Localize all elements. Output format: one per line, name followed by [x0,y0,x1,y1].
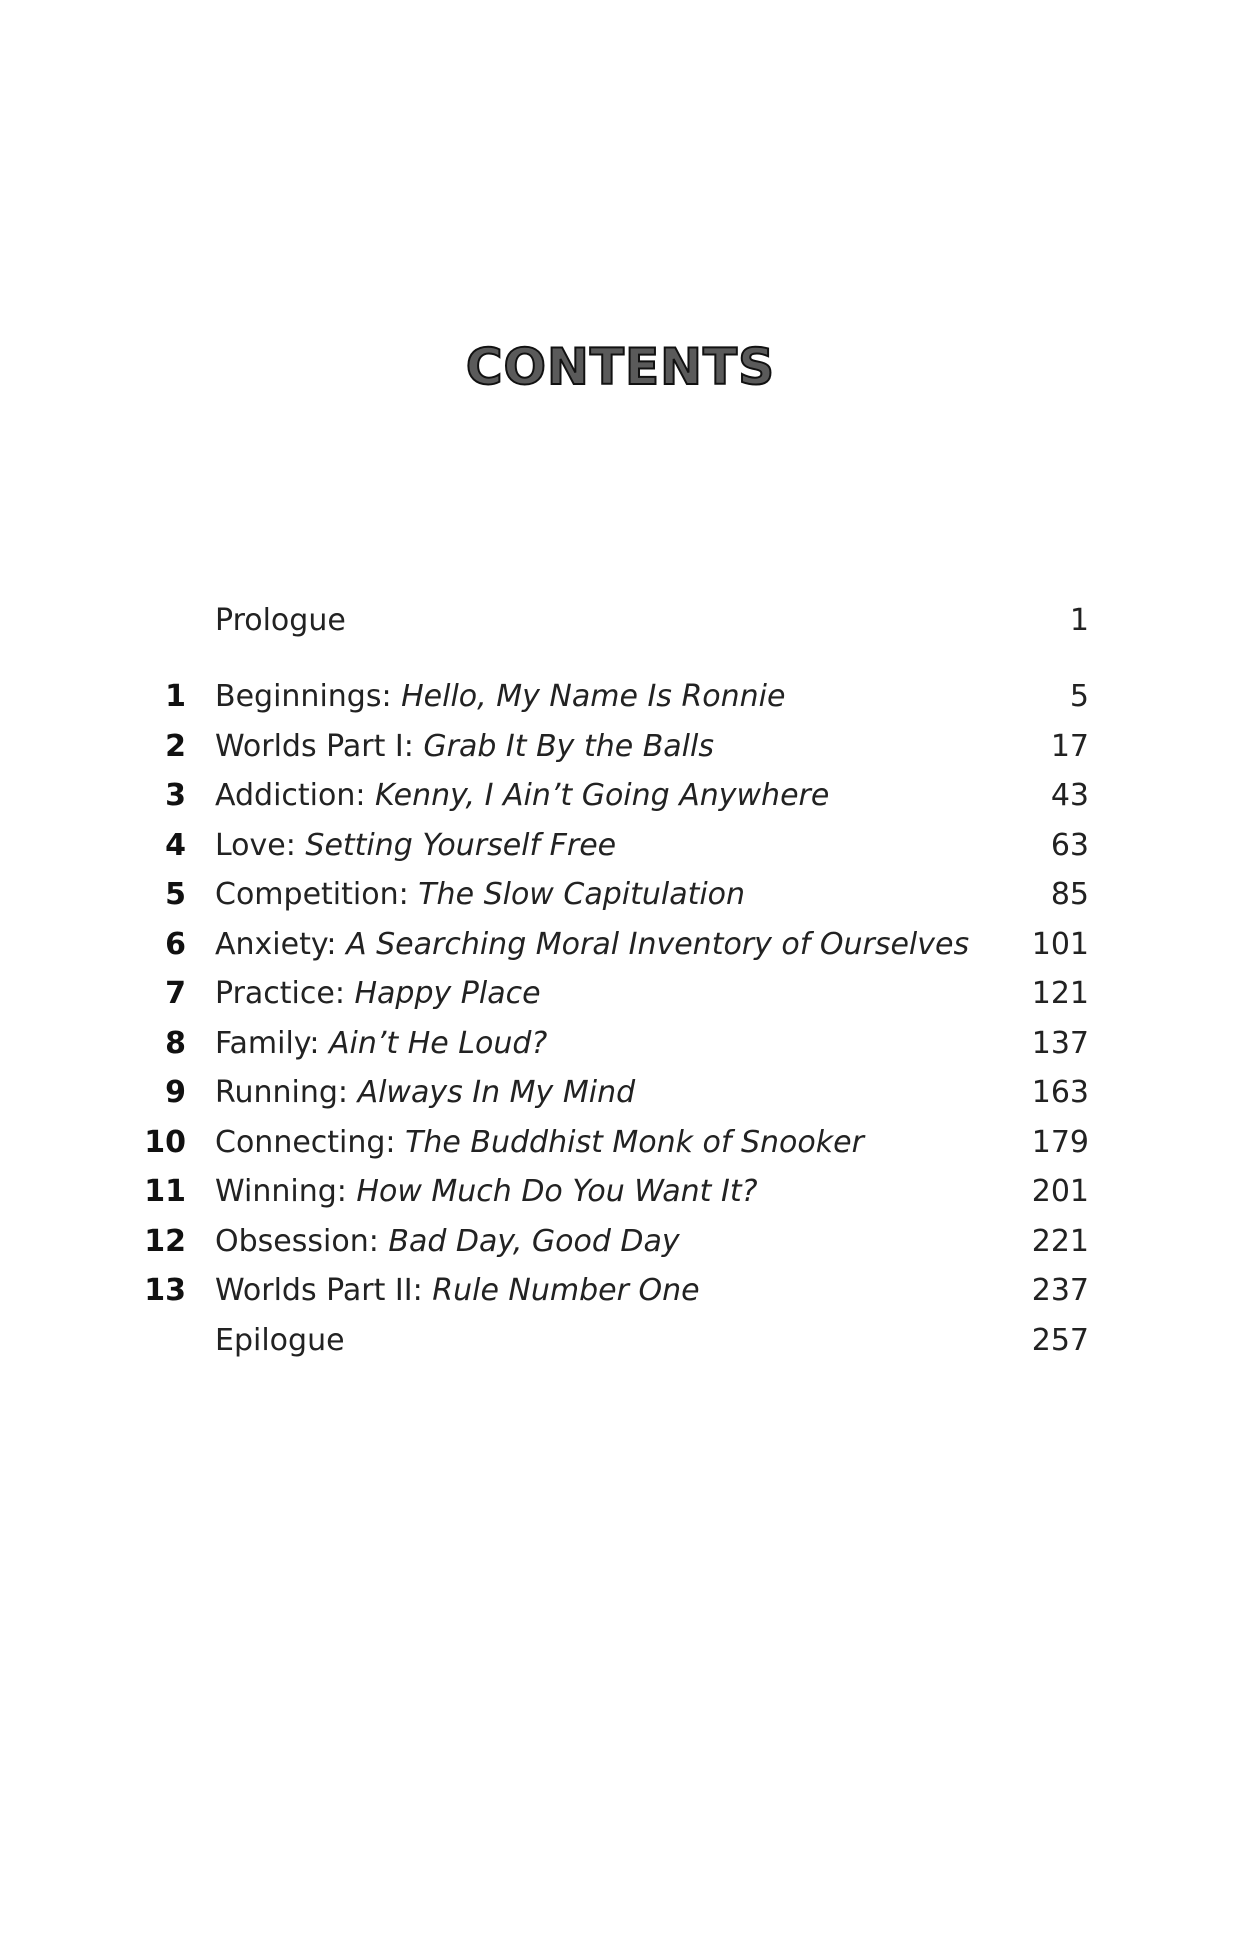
page-number: 1 [1069,603,1089,638]
chapter-subtitle: Ain’t He Loud? [329,1026,548,1061]
chapter-subtitle: A Searching Moral Inventory of Ourselves [346,927,970,962]
toc-entry [0,1069,1241,1117]
chapter-title [215,1317,345,1365]
chapter-title [215,1119,864,1167]
chapter-label: Addiction: [215,778,376,813]
toc-entry-prologue [0,597,1241,645]
page-number: 5 [1069,679,1089,714]
chapter-title [215,921,969,969]
page-number: 163 [1031,1075,1089,1110]
page-number: 221 [1031,1224,1089,1259]
chapter-number: 7 [165,976,186,1011]
page-number: 237 [1031,1273,1089,1308]
chapter-title [215,597,346,645]
chapter-number: 6 [165,927,186,962]
chapter-label: Epilogue [215,1323,345,1358]
chapter-label: Practice: [215,976,355,1011]
page-number: 85 [1050,877,1089,912]
page-number: 17 [1050,729,1089,764]
chapter-label: Running: [215,1075,358,1110]
chapter-label: Beginnings: [215,679,402,714]
chapter-subtitle: How Much Do You Want It? [356,1174,758,1209]
page-number: 121 [1031,976,1089,1011]
toc-entry [0,1168,1241,1216]
chapter-title [215,723,714,771]
chapter-number: 1 [165,679,186,714]
chapter-label: Prologue [215,603,346,638]
chapter-title [215,1267,700,1315]
chapter-number: 4 [165,828,186,863]
toc-entry [0,822,1241,870]
chapter-title [215,1020,547,1068]
chapter-label: Connecting: [215,1125,406,1160]
page-number: 43 [1050,778,1089,813]
chapter-number: 10 [144,1125,186,1160]
chapter-subtitle: Kenny, I Ain’t Going Anywhere [375,778,830,813]
toc-entry [0,1218,1241,1266]
chapter-number: 12 [144,1224,186,1259]
chapter-label: Love: [215,828,306,863]
page-number: 137 [1031,1026,1089,1061]
chapter-label: Anxiety: [215,927,347,962]
chapter-title [215,970,541,1018]
chapter-subtitle: The Slow Capitulation [418,877,746,912]
toc-entry-epilogue [0,1317,1241,1365]
chapter-label: Obsession: [215,1224,389,1259]
page-number: 257 [1031,1323,1089,1358]
chapter-number: 8 [165,1026,186,1061]
toc-entry [0,723,1241,771]
toc-entry [0,921,1241,969]
chapter-title [215,871,745,919]
chapter-number: 3 [165,778,186,813]
chapter-title [215,1168,758,1216]
chapter-subtitle: Always In My Mind [357,1075,636,1110]
page-title: CONTENTS [465,338,776,396]
chapter-subtitle: Setting Yourself Free [305,828,617,863]
chapter-number: 9 [165,1075,186,1110]
chapter-number: 5 [165,877,186,912]
toc-entry [0,970,1241,1018]
chapter-label: Winning: [215,1174,357,1209]
toc-entry [0,1119,1241,1167]
chapter-title [215,1069,635,1117]
toc-entry [0,772,1241,820]
chapter-subtitle: Happy Place [354,976,541,1011]
chapter-title [215,822,616,870]
chapter-subtitle: The Buddhist Monk of Snooker [405,1125,864,1160]
toc-entry [0,1020,1241,1068]
page-number: 201 [1031,1174,1089,1209]
chapter-title [215,1218,680,1266]
chapter-subtitle: Grab It By the Balls [423,729,714,764]
page-number: 63 [1050,828,1089,863]
page-number: 179 [1031,1125,1089,1160]
chapter-label: Competition: [215,877,419,912]
toc-entry [0,1267,1241,1315]
toc-entry [0,871,1241,919]
chapter-title [215,673,785,721]
page-number: 101 [1031,927,1089,962]
chapter-subtitle: Hello, My Name Is Ronnie [401,679,786,714]
chapter-label: Worlds Part II: [215,1273,433,1308]
chapter-title [215,772,829,820]
chapter-label: Worlds Part I: [215,729,424,764]
chapter-number: 11 [144,1174,186,1209]
toc-entry [0,673,1241,721]
chapter-number: 13 [144,1273,186,1308]
chapter-label: Family: [215,1026,329,1061]
chapter-subtitle: Bad Day, Good Day [388,1224,680,1259]
chapter-number: 2 [165,729,186,764]
chapter-subtitle: Rule Number One [432,1273,700,1308]
